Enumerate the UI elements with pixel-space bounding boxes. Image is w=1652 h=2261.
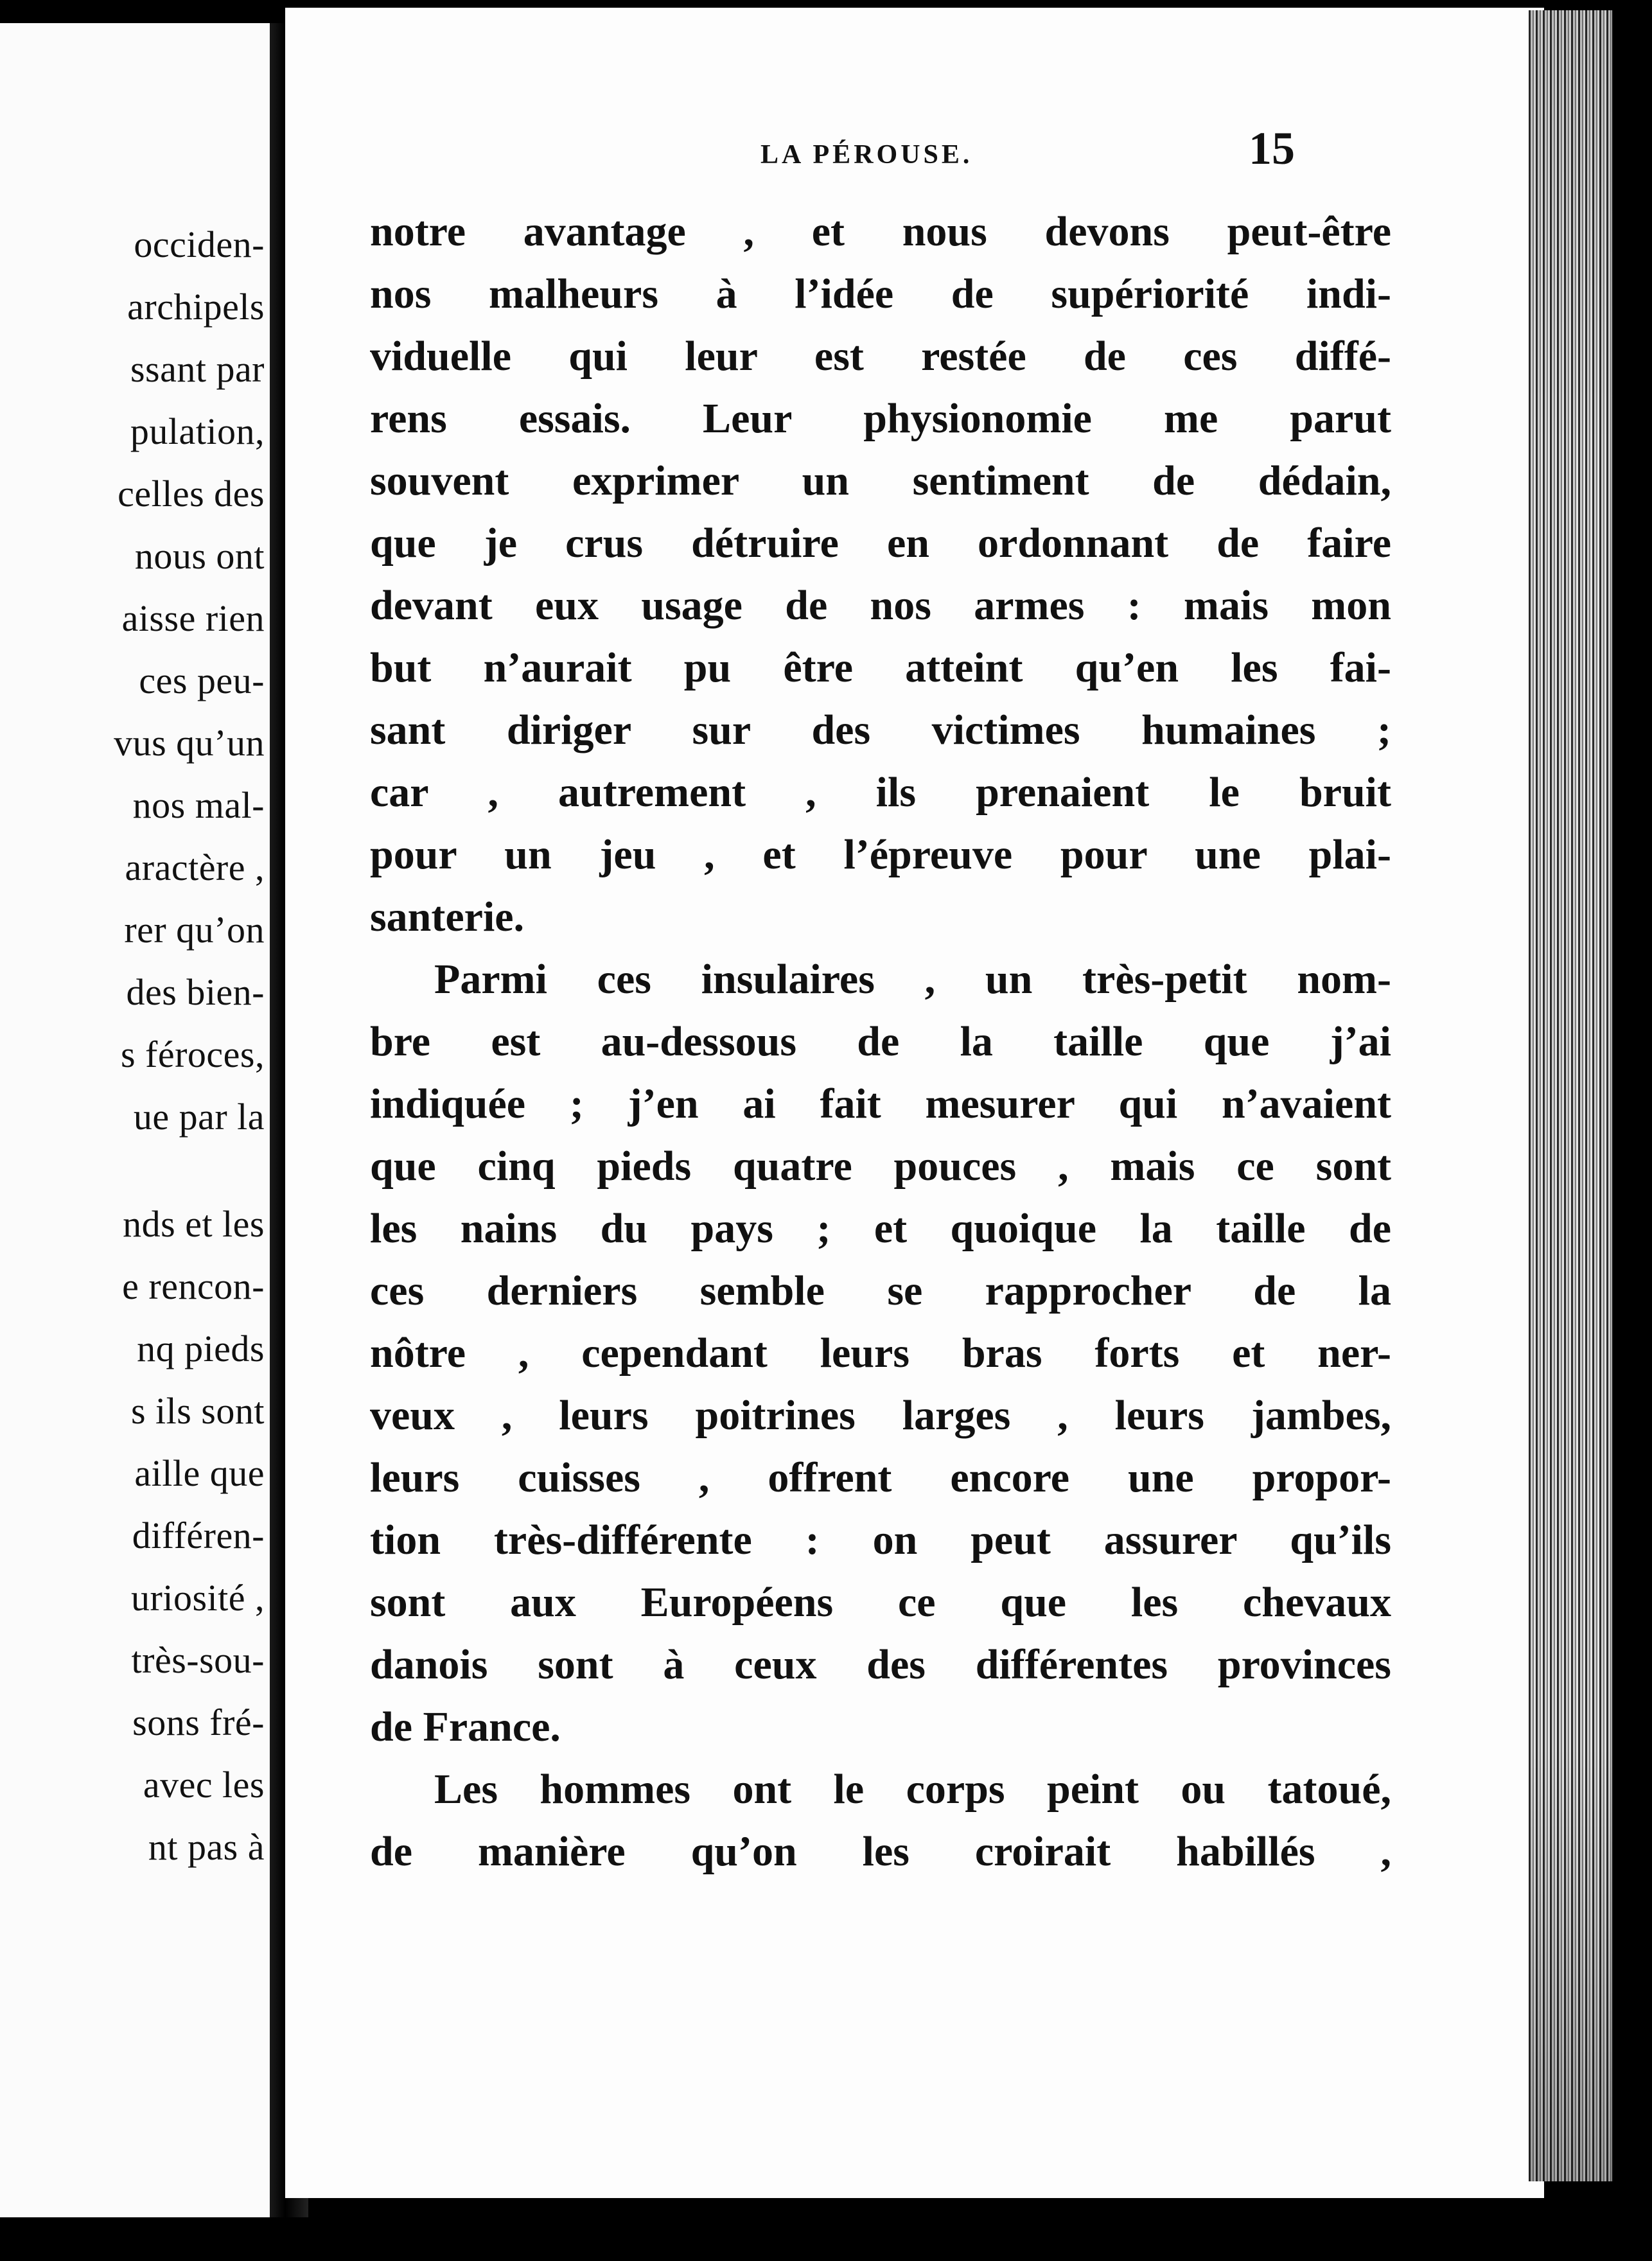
text-line: santerie. [370,893,525,940]
text-line: de France. [370,1703,561,1750]
left-page-line: aractère , [125,847,265,888]
left-page-line: avec les [143,1764,265,1806]
text-line: que je crus détruire en ordonnant de faire [370,520,1391,567]
left-page-line: ue par la [133,1096,265,1138]
text-line: indiquée ; j’en ai fait mesurer qui n’avaient [370,1080,1391,1127]
left-page-line: s féroces, [120,1034,265,1075]
fore-edge-shading [1529,10,1612,2181]
running-head: LA PÉROUSE. [760,140,973,170]
left-page-line: uriosité , [131,1577,265,1619]
text-line: que cinq pieds quatre pouces , mais ce sont [370,1143,1391,1190]
text-line: de manière qu’on les croirait habillés , [370,1828,1391,1875]
left-page-line: vus qu’un [114,722,265,764]
left-page-line: sons fré- [132,1702,265,1743]
text-line: leurs cuisses , offrent encore une propor- [370,1454,1391,1501]
left-page-line: nos mal- [132,784,265,826]
left-page-line: nq pieds [137,1328,265,1369]
right-page [285,8,1544,2198]
left-page-line: celles des [118,473,265,515]
text-line: danois sont à ceux des différentes provinces [370,1641,1391,1688]
text-line: veux , leurs poitrines larges , leurs jambes, [370,1392,1391,1439]
text-line: bre est au-dessous de la taille que j’ai [370,1018,1391,1065]
text-line: les nains du pays ; et quoique la taille de [370,1205,1391,1252]
text-line: but n’aurait pu être atteint qu’en les fai- [370,644,1391,691]
paragraph-start-line: Les hommes ont le corps peint ou tatoué, [434,1766,1391,1813]
left-page-line: s ils sont [130,1390,265,1432]
left-page-line: pulation, [130,410,265,452]
text-line: nos malheurs à l’idée de supériorité indi- [370,270,1391,317]
text-line: tion très-différente : on peut assurer qu’ils [370,1517,1391,1563]
text-line: sont aux Européens ce que les chevaux [370,1579,1391,1626]
left-page-line: différen- [132,1515,265,1556]
left-page-line: occiden- [134,224,265,265]
body-text [370,200,1391,1883]
left-page-line: e rencon- [122,1265,265,1307]
page-number: 15 [1249,123,1295,174]
text-line: notre avantage , et nous devons peut-être [370,208,1391,255]
left-page-line: aille que [134,1452,265,1494]
text-line: rens essais. Leur physionomie me parut [370,395,1391,442]
left-page-line: nds et les [123,1203,265,1245]
text-line: devant eux usage de nos armes : mais mon [370,582,1391,629]
left-page-paragraph-gap [114,1148,265,1193]
text-line: sant diriger sur des victimes humaines ; [370,707,1391,753]
text-line: souvent exprimer un sentiment de dédain, [370,457,1391,504]
text-line: viduelle qui leur est restée de ces diffé- [370,333,1391,380]
text-line: nôtre , cependant leurs bras forts et ner- [370,1330,1391,1377]
left-page-line: des bien- [126,971,265,1013]
paragraph-start-line: Parmi ces insulaires , un très-petit nom- [434,956,1391,1003]
left-page-line: aisse rien [121,597,265,639]
left-page-line: ces peu- [139,660,265,701]
left-page-line: ssant par [130,348,265,390]
left-page-line: très-sou- [131,1639,265,1681]
left-page-line: nt pas à [148,1826,265,1868]
text-line: ces derniers semble se rapprocher de la [370,1267,1391,1314]
text-line: pour un jeu , et l’épreuve pour une plai- [370,831,1391,878]
left-page [0,23,270,2217]
left-page-text [114,213,265,1878]
left-page-line: archipels [127,286,265,328]
left-page-line: rer qu’on [124,909,265,951]
left-page-line: nous ont [134,535,265,577]
text-line: car , autrement , ils prenaient le bruit [370,769,1391,816]
